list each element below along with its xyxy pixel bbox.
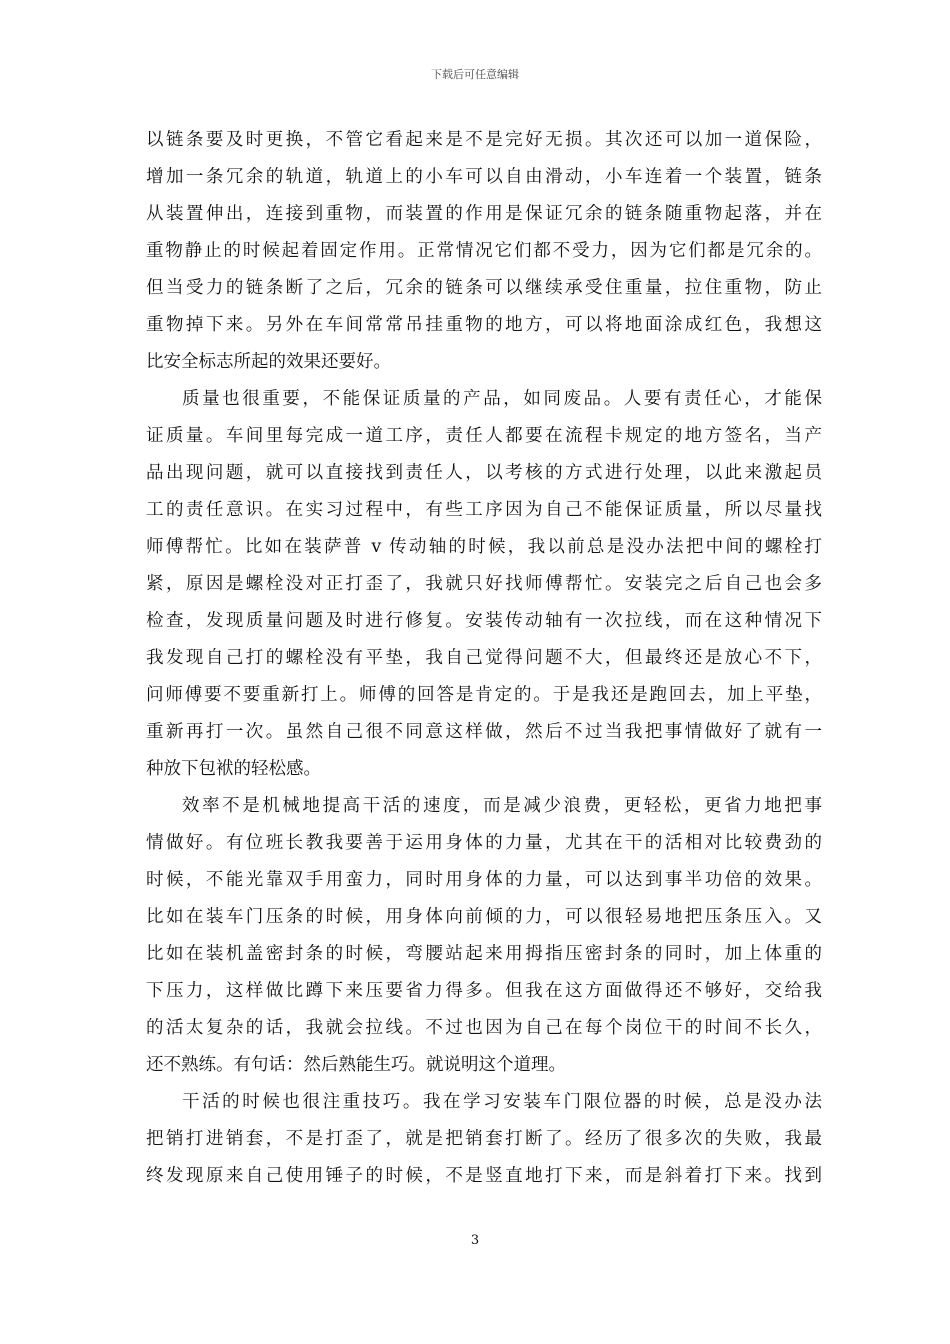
text-line: 我发现自己打的螺栓没有平垫，我自己觉得问题不大，但最终还是放心不下， [146,648,822,668]
text-line: 比如在装车门压条的时候，用身体向前倾的力，可以很轻易地把压条压入。又 [146,907,822,927]
paragraph [146,1084,822,1195]
text-line: 把销打进销套，不是打歪了，就是把销套打断了。经历了很多次的失败，我最 [146,1129,822,1149]
text-line: 证质量。车间里每完成一道工序，责任人都要在流程卡规定的地方签名，当产 [146,426,822,446]
paragraph [146,122,822,381]
text-line: 品出现问题，就可以直接找到责任人，以考核的方式进行处理，以此来激起员 [146,463,822,483]
text-line: 以链条要及时更换，不管它看起来是不是完好无损。其次还可以加一道保险， [146,130,822,150]
text-line: 工的责任意识。在实习过程中，有些工序因为自己不能保证质量，所以尽量找 [146,500,822,520]
document-body [146,122,822,1195]
text-line: 紧，原因是螺栓没对正打歪了，我就只好找师傅帮忙。安装完之后自己也会多 [146,574,822,594]
text-line: 下压力，这样做比蹲下来压要省力得多。但我在这方面做得还不够好，交给我 [146,981,822,1001]
text-line: 但当受力的链条断了之后，冗余的链条可以继续承受住重量，拉住重物，防止 [146,278,822,298]
text-line: 检查，发现质量问题及时进行修复。安装传动轴有一次拉线，而在这种情况下 [146,611,822,631]
text-line: 比安全标志所起的效果还要好。 [146,352,391,372]
text-line: 从装置伸出，连接到重物，而装置的作用是保证冗余的链条随重物起落，并在 [146,204,822,224]
text-line: 师傅帮忙。比如在装萨普 v 传动轴的时候，我以前总是没办法把中间的螺栓打 [146,537,822,557]
page-header: 下载后可任意编辑 [431,68,519,81]
text-line: 种放下包袱的轻松感。 [146,759,321,779]
text-line: 重物掉下来。另外在车间常常吊挂重物的地方，可以将地面涂成红色，我想这 [146,315,822,335]
text-line: 还不熟练。有句话：然后熟能生巧。就说明这个道理。 [146,1055,566,1075]
text-line: 质量也很重要，不能保证质量的产品，如同废品。人要有责任心，才能保 [182,389,822,409]
text-line: 的活太复杂的话，我就会拉线。不过也因为自己在每个岗位干的时间不长久， [146,1018,822,1038]
page-number: 3 [470,1233,480,1248]
text-line: 情做好。有位班长教我要善于运用身体的力量，尤其在干的活相对比较费劲的 [146,833,822,853]
paragraph [146,788,822,1084]
text-line: 干活的时候也很注重技巧。我在学习安装车门限位器的时候，总是没办法 [182,1092,822,1112]
text-line: 比如在装机盖密封条的时候，弯腰站起来用拇指压密封条的同时，加上体重的 [146,944,822,964]
text-line: 重物静止的时候起着固定作用。正常情况它们都不受力，因为它们都是冗余的。 [146,241,822,261]
paragraph [146,381,822,788]
text-line: 问师傅要不要重新打上。师傅的回答是肯定的。于是我还是跑回去，加上平垫， [146,685,822,705]
text-line: 增加一条冗余的轨道，轨道上的小车可以自由滑动，小车连着一个装置，链条 [146,167,822,187]
text-line: 终发现原来自己使用锤子的时候，不是竖直地打下来，而是斜着打下来。找到 [146,1166,822,1186]
text-line: 时候，不能光靠双手用蛮力，同时用身体的力量，可以达到事半功倍的效果。 [146,870,822,890]
text-line: 重新再打一次。虽然自己很不同意这样做，然后不过当我把事情做好了就有一 [146,722,822,742]
text-line: 效率不是机械地提高干活的速度，而是减少浪费，更轻松，更省力地把事 [182,796,822,816]
